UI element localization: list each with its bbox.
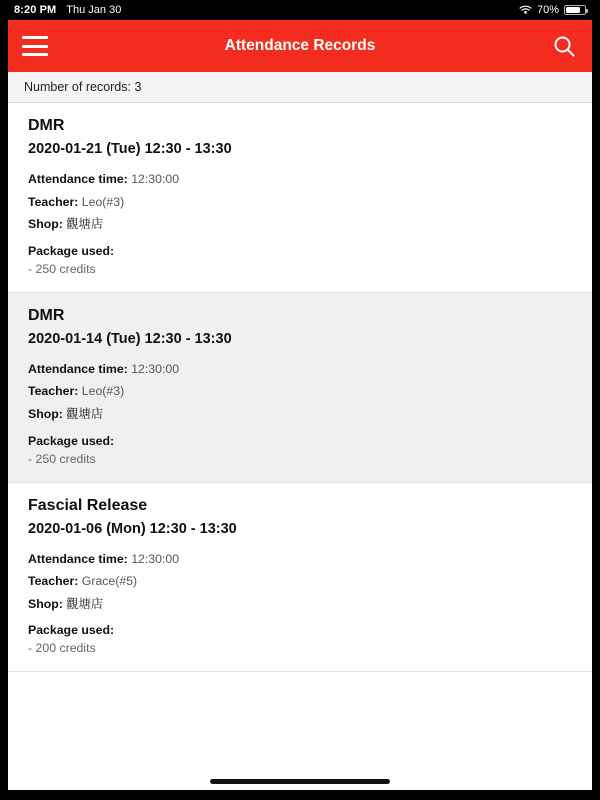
status-time: 8:20 PM — [14, 4, 57, 16]
shop-value: 觀塘店 — [66, 596, 104, 611]
home-indicator-area — [8, 772, 592, 790]
record-name: DMR — [28, 117, 65, 134]
package-used-label: Package used: — [28, 623, 115, 638]
record-count-bar — [8, 72, 592, 103]
attendance-time-value: 12:30:00 — [131, 361, 180, 376]
attendance-time-value: 12:30:00 — [131, 551, 180, 566]
teacher-label: Teacher: — [28, 384, 79, 399]
record-name: DMR — [28, 306, 65, 324]
package-credits-value: - 250 credits — [28, 451, 96, 466]
record-shop — [28, 596, 572, 613]
attendance-time-value: 12:30:00 — [131, 172, 180, 186]
teacher-value: Leo(#3) — [81, 194, 125, 209]
record-datetime: 2020-01-21 (Tue) 12:30 - 13:30 — [28, 141, 232, 157]
battery-percent: 70% — [536, 4, 559, 16]
package-credits-value: - 200 credits — [28, 641, 96, 656]
search-icon[interactable] — [550, 32, 578, 60]
list-item[interactable] — [8, 293, 592, 483]
package-credits-value: - 250 credits — [28, 261, 96, 276]
package-used-label: Package used: — [28, 433, 115, 448]
attendance-time-label: Attendance time: — [28, 172, 128, 186]
record-attendance-time — [28, 551, 572, 568]
record-teacher — [28, 573, 572, 590]
record-teacher — [28, 194, 572, 211]
record-name: Fascial Release — [28, 496, 148, 514]
status-bar-left — [14, 4, 121, 16]
status-date: Thu Jan 30 — [66, 4, 122, 16]
hamburger-menu-icon[interactable] — [22, 36, 48, 56]
app-bar — [8, 20, 592, 72]
status-bar-right — [519, 4, 586, 16]
status-bar — [0, 0, 600, 20]
list-item[interactable] — [8, 103, 592, 293]
device-bottom-bezel — [0, 790, 600, 800]
record-count-text: Number of records: 3 — [24, 80, 142, 94]
record-shop — [28, 216, 572, 233]
teacher-label: Teacher: — [28, 194, 79, 209]
page-title: Attendance Records — [224, 37, 376, 54]
attendance-record-list[interactable] — [8, 103, 592, 772]
shop-label: Shop: — [28, 217, 63, 232]
shop-value: 觀塘店 — [66, 406, 104, 421]
teacher-value: Leo(#3) — [81, 384, 125, 399]
app-screen — [8, 20, 592, 772]
shop-label: Shop: — [28, 406, 63, 421]
teacher-value: Grace(#5) — [81, 574, 138, 589]
record-attendance-time — [28, 361, 572, 378]
attendance-time-label: Attendance time: — [28, 361, 128, 376]
home-indicator[interactable] — [210, 779, 390, 784]
record-teacher — [28, 383, 572, 400]
battery-icon — [564, 5, 586, 15]
shop-value: 觀塘店 — [66, 217, 104, 232]
attendance-time-label: Attendance time: — [28, 551, 128, 566]
list-item[interactable] — [8, 483, 592, 673]
wifi-icon — [519, 5, 532, 15]
shop-label: Shop: — [28, 596, 63, 611]
record-datetime: 2020-01-14 (Tue) 12:30 - 13:30 — [28, 330, 232, 347]
package-used-label: Package used: — [28, 243, 115, 258]
record-datetime: 2020-01-06 (Mon) 12:30 - 13:30 — [28, 520, 237, 537]
teacher-label: Teacher: — [28, 574, 79, 589]
record-shop — [28, 406, 572, 423]
record-attendance-time — [28, 171, 572, 188]
